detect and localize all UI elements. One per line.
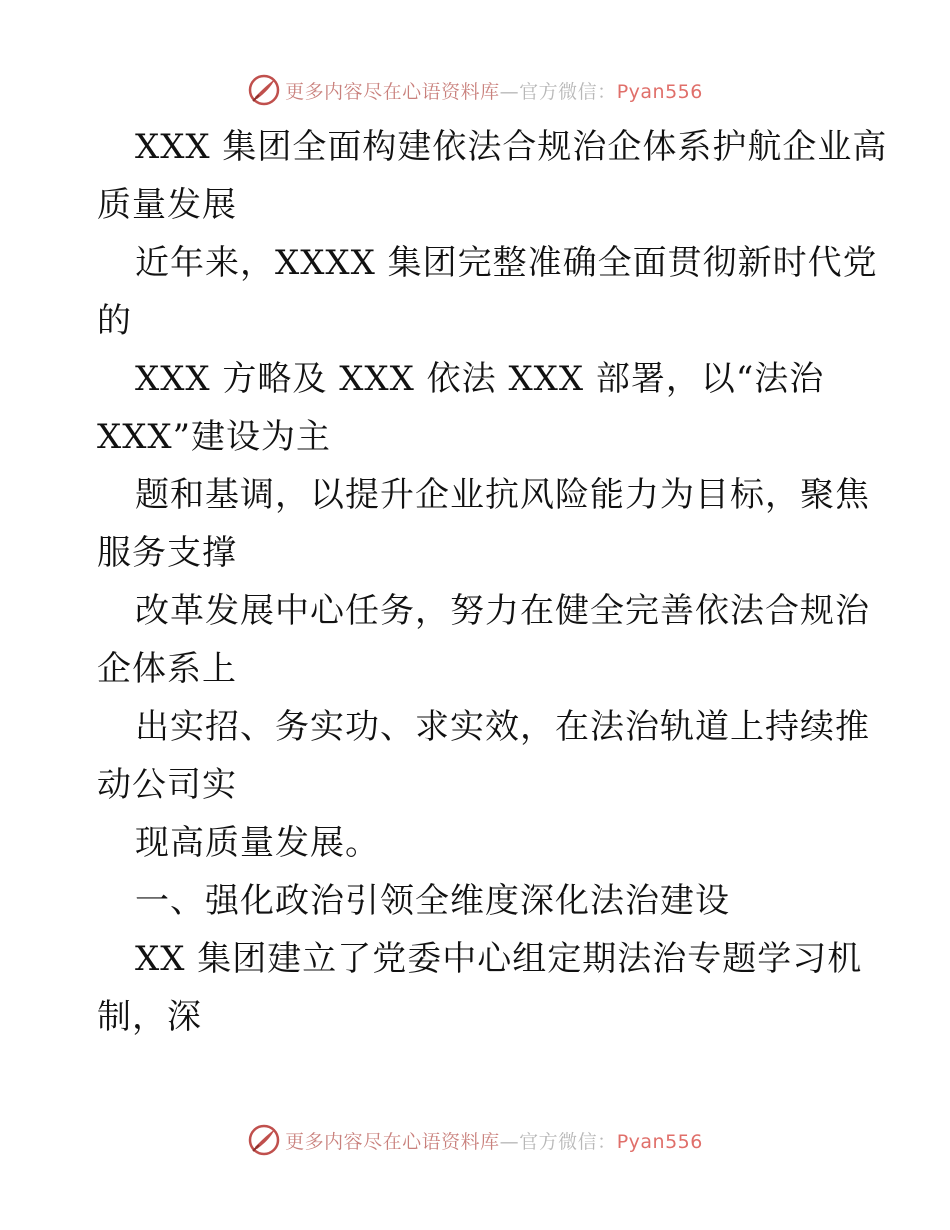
- watermark-dash: —: [499, 80, 520, 103]
- watermark-main: 更多内容尽在心语资料库: [285, 80, 500, 103]
- text-line: 制，深: [97, 997, 202, 1037]
- text-line: 出实招、务实功、求实效，在法治轨道上持续推: [135, 707, 870, 747]
- text-line: XXX”建设为主: [97, 417, 331, 457]
- text-line: XX 集团建立了党委中心组定期法治专题学习机: [135, 939, 863, 979]
- quill-logo-icon: [247, 1123, 281, 1157]
- text-line: 改革发展中心任务，努力在健全完善依法合规治: [135, 591, 870, 631]
- text-line: 质量发展: [97, 185, 237, 225]
- text-line: 动公司实: [97, 765, 237, 805]
- text-line: XXX 方略及 XXX 依法 XXX 部署，以“法治: [135, 359, 825, 399]
- watermark-wechat-label: 官方微信：: [519, 1130, 617, 1153]
- text-line: 企体系上: [97, 649, 237, 689]
- watermark-text: [285, 77, 703, 104]
- text-line: 题和基调，以提升企业抗风险能力为目标，聚焦: [135, 475, 870, 515]
- text-line: 的: [97, 301, 132, 341]
- header-watermark: [0, 70, 950, 110]
- section-heading: 一、强化政治引领全维度深化法治建设: [135, 881, 730, 921]
- watermark-wechat-id: Pyan556: [616, 1130, 703, 1153]
- text-line: 服务支撑: [97, 533, 237, 573]
- text-line: 近年来，XXXX 集团完整准确全面贯彻新时代党: [135, 243, 878, 283]
- watermark-text: [285, 1127, 703, 1154]
- text-line: 现高质量发展。: [135, 823, 380, 863]
- watermark-main: 更多内容尽在心语资料库: [285, 1130, 500, 1153]
- quill-logo-icon: [247, 73, 281, 107]
- watermark-dash: —: [499, 1130, 520, 1153]
- text-line: XXX 集团全面构建依法合规治企体系护航企业高: [135, 127, 888, 167]
- watermark-wechat-id: Pyan556: [616, 80, 703, 103]
- footer-watermark: [0, 1120, 950, 1160]
- document-body: [97, 118, 888, 1046]
- watermark-wechat-label: 官方微信：: [519, 80, 617, 103]
